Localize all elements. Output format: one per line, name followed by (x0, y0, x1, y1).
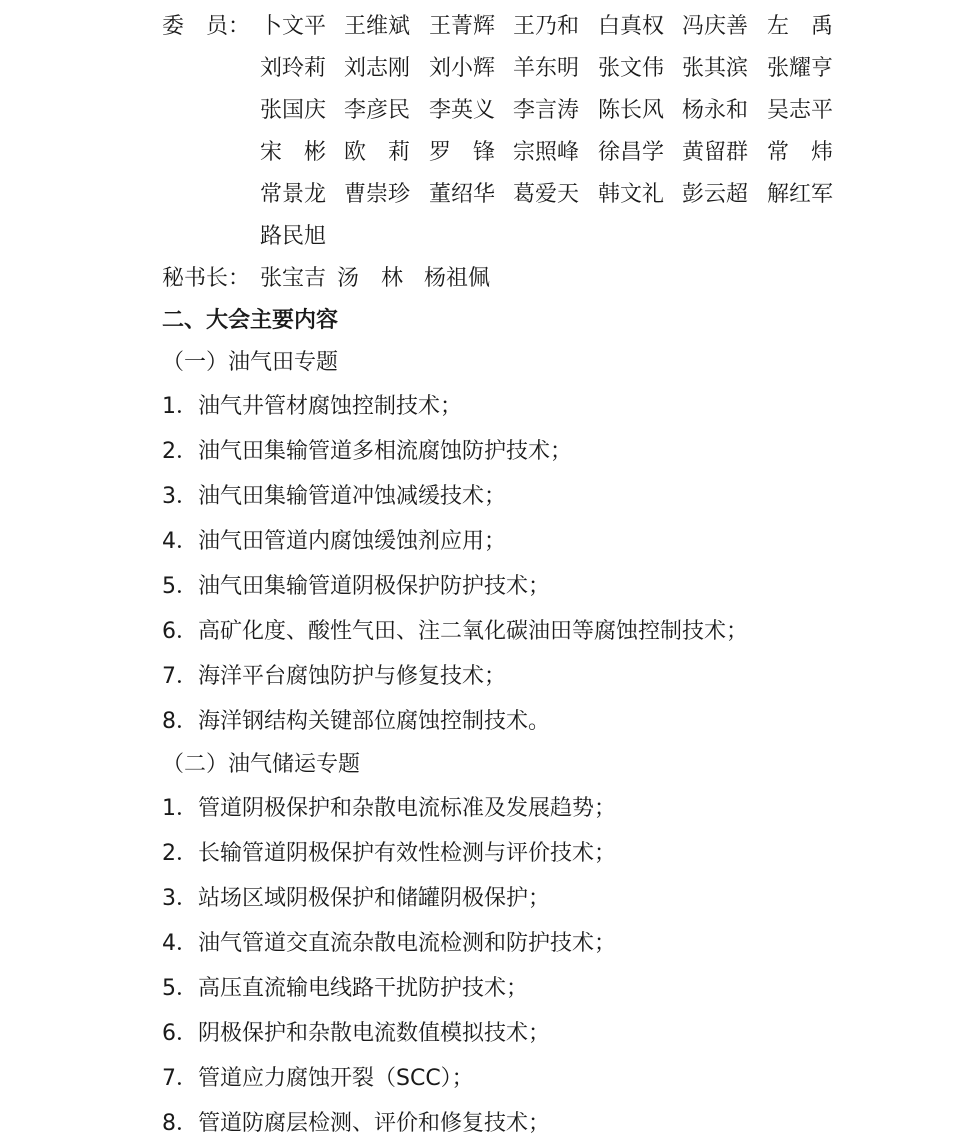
member-name: 冯庆善 (682, 14, 749, 39)
list-item: 8．管道防腐层检测、评价和修复技术； (162, 1111, 550, 1136)
list-item: 3．油气田集输管道冲蚀减缓技术； (162, 484, 506, 509)
list-item: 1．管道阴极保护和杂散电流标准及发展趋势； (162, 796, 616, 821)
member-name: 曹崇珍 (344, 182, 411, 207)
list-item: 4．油气田管道内腐蚀缓蚀剂应用； (162, 529, 506, 554)
secretary-name: 杨祖佩 (424, 266, 491, 291)
member-name: 张其滨 (682, 56, 749, 81)
member-name: 张国庆 (260, 98, 327, 123)
member-name: 杨永和 (682, 98, 749, 123)
list-item: 4．油气管道交直流杂散电流检测和防护技术； (162, 931, 616, 956)
member-name: 黄留群 (682, 140, 749, 165)
member-name: 张文伟 (598, 56, 665, 81)
list-item: 1．油气井管材腐蚀控制技术； (162, 394, 462, 419)
member-name: 白真权 (598, 14, 665, 39)
member-name: 路民旭 (260, 224, 327, 249)
list-item: 3．站场区域阴极保护和储罐阴极保护； (162, 886, 550, 911)
list-item: 6．阴极保护和杂散电流数值模拟技术； (162, 1021, 550, 1046)
member-name: 董绍华 (429, 182, 496, 207)
member-name: 羊东明 (513, 56, 580, 81)
members-label: 委 员： (162, 14, 251, 39)
member-name: 彭云超 (682, 182, 749, 207)
member-name: 刘玲莉 (260, 56, 327, 81)
member-name: 宗照峰 (513, 140, 580, 165)
member-name: 王乃和 (513, 14, 580, 39)
member-name: 王菁辉 (429, 14, 496, 39)
member-name: 李英义 (429, 98, 496, 123)
list-item: 5．高压直流输电线路干扰防护技术； (162, 976, 528, 1001)
member-name: 张耀亨 (767, 56, 834, 81)
member-name: 韩文礼 (598, 182, 665, 207)
member-name: 陈长风 (598, 98, 665, 123)
member-name: 罗 锋 (429, 140, 496, 165)
member-name: 宋 彬 (260, 140, 327, 165)
list-item: 2．油气田集输管道多相流腐蚀防护技术； (162, 439, 572, 464)
member-name: 常景龙 (260, 182, 327, 207)
member-name: 葛爱天 (513, 182, 580, 207)
member-name: 常 炜 (767, 140, 834, 165)
secretary-name: 张宝吉 (260, 266, 327, 291)
member-name: 李言涛 (513, 98, 580, 123)
secretary-name: 汤 林 (337, 266, 404, 291)
secretary-label: 秘书长： (162, 266, 251, 291)
member-name: 吴志平 (767, 98, 834, 123)
member-name: 欧 莉 (344, 140, 411, 165)
member-name: 刘志刚 (344, 56, 411, 81)
topic-heading: （二）油气储运专题 (162, 752, 361, 777)
section-heading: 二、大会主要内容 (162, 308, 339, 333)
list-item: 8．海洋钢结构关键部位腐蚀控制技术。 (162, 709, 550, 734)
member-name: 王维斌 (344, 14, 411, 39)
list-item: 5．油气田集输管道阴极保护防护技术； (162, 574, 550, 599)
member-name: 左 禹 (767, 14, 834, 39)
list-item: 2．长输管道阴极保护有效性检测与评价技术； (162, 841, 616, 866)
topic-heading: （一）油气田专题 (162, 350, 339, 375)
member-name: 李彦民 (344, 98, 411, 123)
list-item: 6．高矿化度、酸性气田、注二氧化碳油田等腐蚀控制技术； (162, 619, 748, 644)
list-item: 7．管道应力腐蚀开裂（SCC）； (162, 1066, 474, 1091)
list-item: 7．海洋平台腐蚀防护与修复技术； (162, 664, 506, 689)
member-name: 解红军 (767, 182, 834, 207)
member-name: 卜文平 (260, 14, 327, 39)
member-name: 徐昌学 (598, 140, 665, 165)
member-name: 刘小辉 (429, 56, 496, 81)
